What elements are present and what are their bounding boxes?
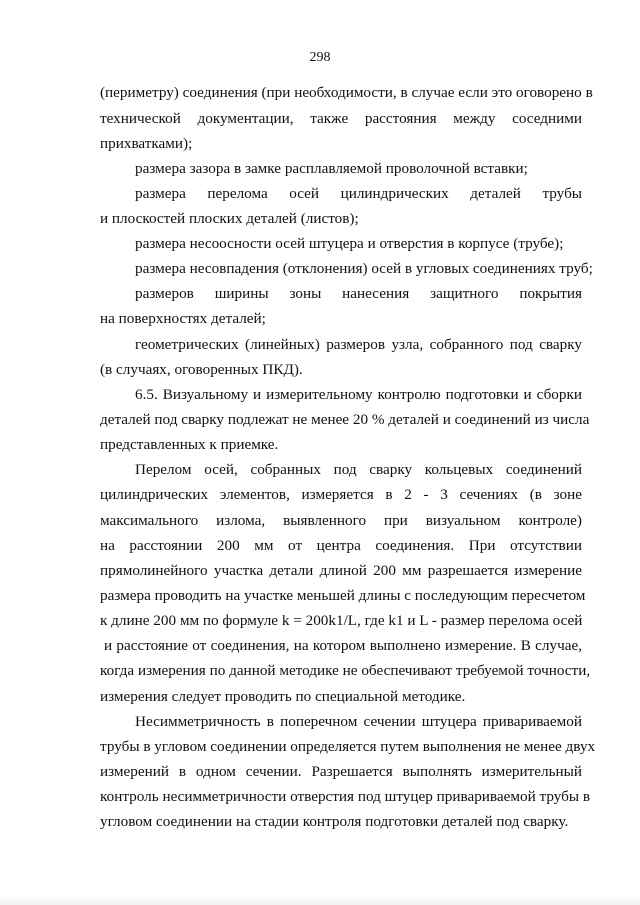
- text-line: цилиндрических элементов, измеряется в 2 - 3 сечениях (в зоне: [100, 486, 582, 503]
- text-line: на поверхностях деталей;: [100, 310, 266, 327]
- text-line: размера зазора в замке расплавляемой проволочной вставки;: [135, 160, 528, 177]
- text-line: измерения следует проводить по специальной методике.: [100, 688, 466, 705]
- text-line: Перелом осей, собранных под сварку кольцевых соединений: [135, 461, 582, 478]
- text-line: размера несоосности осей штуцера и отверстия в корпусе (трубе);: [135, 235, 564, 252]
- page-number: 298: [309, 50, 331, 65]
- text-line: к длине 200 мм по формуле k = 200k1/L, где k1 и L - размер перелома осей: [100, 612, 583, 629]
- text-line: угловом соединении на стадии контроля подготовки деталей под сварку.: [100, 813, 569, 830]
- text-line: представленных к приемке.: [100, 436, 279, 453]
- text-line: измерений в одном сечении. Разрешается выполнять измерительный: [100, 763, 582, 780]
- scan-edge: [0, 895, 640, 905]
- text-line: и плоскостей плоских деталей (листов);: [100, 210, 359, 227]
- text-line: прямолинейного участка детали длиной 200 мм разрешается измерение: [100, 562, 582, 579]
- text-line: контроль несимметричности отверстия под штуцер привариваемой трубы в: [100, 788, 591, 805]
- text-line: 6.5. Визуальному и измерительному контролю подготовки и сборки: [135, 386, 582, 403]
- text-line: (периметру) соединения (при необходимости, в случае если это оговорено в: [100, 84, 593, 101]
- text-line: когда измерения по данной методике не обеспечивают требуемой точности,: [100, 662, 591, 679]
- text-line: максимального излома, выявленного при визуальном контроле): [100, 512, 582, 529]
- text-line: размера несовпадения (отклонения) осей в угловых соединениях труб;: [135, 260, 593, 277]
- text-line: Несимметричность в поперечном сечении штуцера привариваемой: [135, 713, 582, 730]
- text-line: размера перелома осей цилиндрических деталей трубы: [135, 185, 582, 202]
- text-line: на расстоянии 200 мм от центра соединения. При отсутствии: [100, 537, 582, 554]
- text-line: размеров ширины зоны нанесения защитного покрытия: [135, 285, 582, 302]
- text-line: геометрических (линейных) размеров узла, собранного под сварку: [135, 336, 582, 353]
- text-line: технической документации, также расстояния между соседними: [100, 110, 582, 127]
- text-line: размера проводить на участке меньшей длины с последующим пересчетом: [100, 587, 586, 604]
- text-line: деталей под сварку подлежат не менее 20 % деталей и соединений из числа: [100, 411, 590, 428]
- text-line: трубы в угловом соединении определяется путем выполнения не менее двух: [100, 738, 596, 755]
- text-line: (в случаях, оговоренных ПКД).: [100, 361, 303, 378]
- text-line: и расстояние от соединения, на котором выполнено измерение. В случае,: [104, 637, 582, 654]
- text-line: прихватками);: [100, 135, 193, 152]
